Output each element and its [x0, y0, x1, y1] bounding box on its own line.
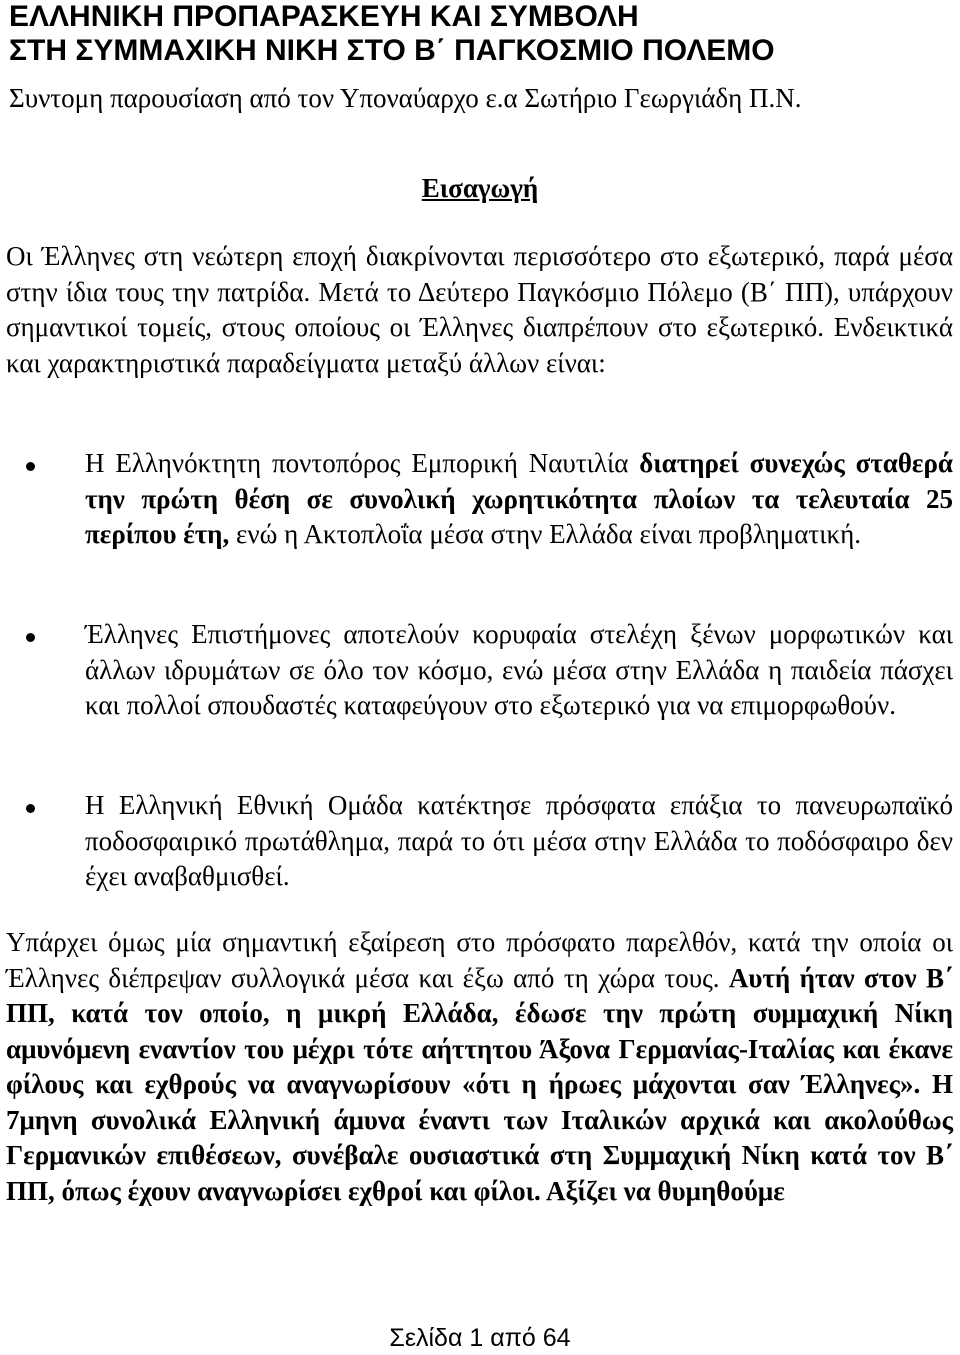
intro-paragraph: Οι Έλληνες στη νεώτερη εποχή διακρίνονται περισσότερο στο εξωτερικό, παρά μέσα στην ίδια τους την πατρίδα. Μετά το Δεύτερο Παγκόσμιο Πόλεμο (Β΄ ΠΠ), υπάρχουν σημαντικοί τομείς, στους οποίους οι Έλληνες διαπρέπουν στο εξωτερικό. Ενδεικτικά και χαρακτηριστικά παραδείγματα μεταξύ άλλων είναι: [6, 241, 953, 378]
bullet-text: ενώ η Ακτοπλοΐα μέσα στην Ελλάδα είναι προβληματική. [229, 519, 861, 549]
bullet-item: Η Ελληνική Εθνική Ομάδα κατέκτησε πρόσφατα επάξια το πανευρωπαϊκό ποδοσφαιρικό πρωτάθλημα, παρά το ότι μέσα στην Ελλάδα το ποδόσφαιρο δεν έχει αναβαθμισθεί. [85, 790, 953, 891]
bullet-dot-icon [26, 633, 35, 642]
title-line-2: ΣΤΗ ΣΥΜΜΑΧΙΚΗ ΝΙΚΗ ΣΤΟ Β΄ ΠΑΓΚΟΣΜΙΟ ΠΟΛΕΜΟ [9, 34, 775, 67]
bullet-dot-icon [26, 462, 35, 471]
bullet-item: Έλληνες Επιστήμονες αποτελούν κορυφαία στελέχη ξένων μορφωτικών και άλλων ιδρυμάτων σε όλο τον κόσμο, ενώ μέσα στην Ελλάδα η παιδεία πάσχει και πολλοί σπουδαστές καταφεύγουν στο εξωτερικό για να επιμορφωθούν. [85, 619, 953, 720]
bullet-text: Η Ελληνόκτητη ποντοπόρος Εμπορική Ναυτιλία [85, 448, 640, 478]
bullet-item [85, 446, 953, 553]
document-title [9, 0, 949, 68]
section-heading: Εισαγωγή [421, 173, 539, 203]
closing-paragraph [6, 925, 953, 1209]
closing-text: Υπάρχει όμως μία σημαντική εξαίρεση στο πρόσφατο παρελθόν, κατά την οποία οι Έλληνες διέπρεψαν συλλογικά μέσα και έξω από τη χώρα τους. [6, 927, 953, 993]
page-number: Σελίδα 1 από 64 [389, 1324, 571, 1352]
document-subtitle: Συντομη παρουσίαση από τον Υποναύαρχο ε.α Σωτήριο Γεωργιάδη Π.Ν. [9, 83, 802, 113]
title-line-1: ΕΛΛΗΝΙΚΗ ΠΡΟΠΑΡΑΣΚΕΥΗ ΚΑΙ ΣΥΜΒΟΛΗ [9, 0, 639, 33]
bullet-bold-text: διατηρεί συνεχώς σταθερά την πρώτη θέση σε συνολική χωρητικότητα πλοίων τα τελευταία 25 περίπου έτη, [85, 448, 953, 549]
closing-bold-text: Αυτή ήταν στον Β΄ ΠΠ, κατά τον οποίο, η μικρή Ελλάδα, έδωσε την πρώτη συμμαχική Νίκη αμυνόμενη εναντίον του μέχρι τότε αήττητου Άξονα Γερμανίας-Ιταλίας και έκανε φίλους και εχθρούς να αναγνωρίσουν «ότι η ήρωες μάχονται σαν Έλληνες». Η 7μηνη συνολικά Ελληνική άμυνα έναντι των Ιταλικών αρχικά και ακολούθως Γερμανικών επιθέσεων, συνέβαλε ουσιαστικά στη Συμμαχική Νίκη κατά τον Β΄ ΠΠ, όπως έχουν αναγνωρίσει εχθροί και φίλοι. Αξίζει να θυμηθούμε [6, 962, 953, 1206]
bullet-dot-icon [26, 804, 35, 813]
